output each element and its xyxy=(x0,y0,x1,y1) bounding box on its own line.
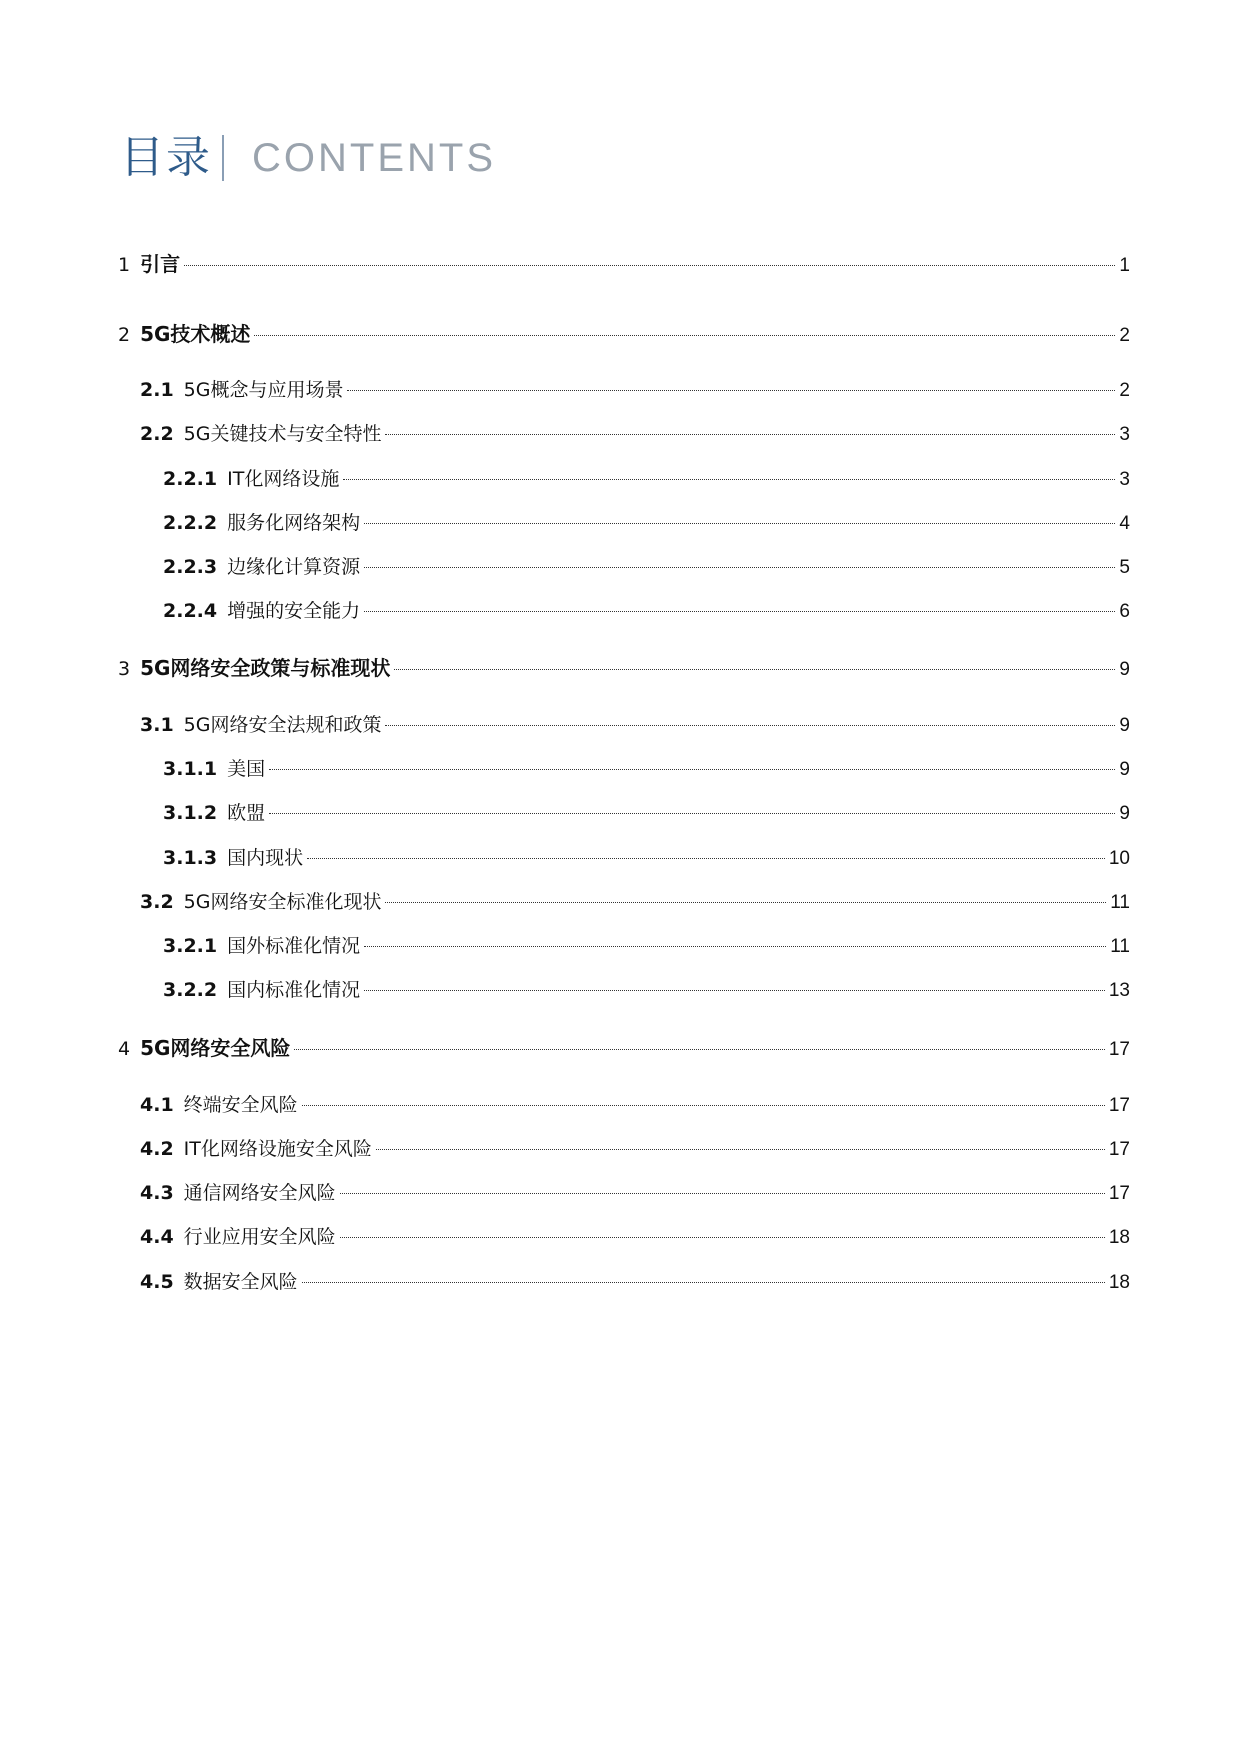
toc-entry[interactable] xyxy=(140,1091,1130,1120)
toc-number: 2.2 xyxy=(140,423,174,445)
toc-label: 引言 xyxy=(140,252,181,276)
dot-leader xyxy=(394,669,1115,670)
toc-entry[interactable] xyxy=(140,888,1130,917)
toc-label: 5G网络安全法规和政策 xyxy=(183,714,382,736)
toc-number: 4 xyxy=(118,1038,131,1060)
toc-page: 1 xyxy=(1119,255,1130,276)
toc-label: 5G概念与应用场景 xyxy=(183,379,344,401)
toc-number: 3.1.2 xyxy=(163,802,218,824)
dot-leader xyxy=(302,1105,1105,1106)
toc-number: 3 xyxy=(118,658,131,680)
toc-label: 5G技术概述 xyxy=(140,322,251,346)
toc-page: 4 xyxy=(1119,513,1130,534)
dot-leader xyxy=(385,725,1115,726)
toc-label: 国外标准化情况 xyxy=(227,935,361,957)
toc-number: 2.2.3 xyxy=(163,556,218,578)
toc-entry[interactable] xyxy=(163,465,1130,494)
toc-entry[interactable] xyxy=(118,654,1130,684)
toc-number: 2 xyxy=(118,324,131,346)
toc-page: 2 xyxy=(1119,325,1130,346)
toc-entry[interactable] xyxy=(163,932,1130,961)
toc-label: 边缘化计算资源 xyxy=(227,556,361,578)
toc-page: 9 xyxy=(1119,659,1130,680)
toc-entry[interactable] xyxy=(118,250,1130,280)
toc-number: 4.5 xyxy=(140,1271,174,1293)
toc-page: 9 xyxy=(1119,803,1130,824)
toc-label: 国内现状 xyxy=(227,847,304,869)
toc-entry[interactable] xyxy=(163,799,1130,828)
toc-label: IT化网络设施安全风险 xyxy=(183,1138,372,1160)
dot-leader xyxy=(364,946,1106,947)
toc-entry[interactable] xyxy=(140,376,1130,405)
toc-entry[interactable] xyxy=(118,1034,1130,1064)
toc-entry[interactable] xyxy=(140,1268,1130,1297)
toc-label: 5G网络安全标准化现状 xyxy=(183,891,382,913)
toc-page: 18 xyxy=(1108,1227,1130,1248)
dot-leader xyxy=(340,1237,1105,1238)
dot-leader xyxy=(269,769,1115,770)
toc-label: 5G关键技术与安全特性 xyxy=(183,423,382,445)
dot-leader xyxy=(347,390,1115,391)
toc-label: IT化网络设施 xyxy=(227,468,340,490)
dot-leader xyxy=(269,813,1115,814)
toc-page: 3 xyxy=(1119,424,1130,445)
toc-entry[interactable] xyxy=(163,844,1130,873)
toc-label: 行业应用安全风险 xyxy=(183,1226,336,1248)
toc-label: 通信网络安全风险 xyxy=(183,1182,336,1204)
toc-entry[interactable] xyxy=(140,1223,1130,1252)
toc-page: 13 xyxy=(1108,980,1130,1001)
toc-page: 9 xyxy=(1119,759,1130,780)
toc-page: 17 xyxy=(1108,1095,1130,1116)
dot-leader xyxy=(254,335,1115,336)
toc-number: 1 xyxy=(118,254,131,276)
toc-page: 17 xyxy=(1108,1039,1130,1060)
toc-number: 4.2 xyxy=(140,1138,174,1160)
dot-leader xyxy=(302,1282,1105,1283)
toc-number: 3.1.1 xyxy=(163,758,218,780)
toc-number: 3.2.1 xyxy=(163,935,218,957)
toc-label: 美国 xyxy=(227,758,266,780)
toc-number: 3.2.2 xyxy=(163,979,218,1001)
toc-page: 17 xyxy=(1108,1139,1130,1160)
dot-leader xyxy=(340,1193,1105,1194)
toc-number: 4.3 xyxy=(140,1182,174,1204)
toc-entry[interactable] xyxy=(140,1179,1130,1208)
dot-leader xyxy=(376,1149,1105,1150)
toc-page: 9 xyxy=(1119,715,1130,736)
toc-page: 10 xyxy=(1108,848,1130,869)
toc-page: 3 xyxy=(1119,469,1130,490)
toc-number: 3.2 xyxy=(140,891,174,913)
toc-label: 增强的安全能力 xyxy=(227,600,361,622)
toc-number: 2.2.1 xyxy=(163,468,218,490)
dot-leader xyxy=(343,479,1115,480)
page-subtitle: CONTENTS xyxy=(252,136,496,180)
toc-label: 欧盟 xyxy=(227,802,266,824)
toc-page: 6 xyxy=(1119,601,1130,622)
toc-number: 2.2.2 xyxy=(163,512,218,534)
toc-number: 2.1 xyxy=(140,379,174,401)
dot-leader xyxy=(294,1049,1104,1050)
toc-number: 3.1 xyxy=(140,714,174,736)
toc-entry[interactable] xyxy=(140,711,1130,740)
dot-leader xyxy=(385,434,1115,435)
toc-label: 服务化网络架构 xyxy=(227,512,361,534)
toc-entry[interactable] xyxy=(163,755,1130,784)
toc-entry[interactable] xyxy=(118,320,1130,350)
toc-page: 5 xyxy=(1119,557,1130,578)
dot-leader xyxy=(364,611,1115,612)
toc-entry[interactable] xyxy=(163,553,1130,582)
dot-leader xyxy=(184,265,1115,266)
toc-number: 3.1.3 xyxy=(163,847,218,869)
dot-leader xyxy=(307,858,1105,859)
dot-leader xyxy=(385,902,1106,903)
toc-number: 2.2.4 xyxy=(163,600,218,622)
toc-number: 4.1 xyxy=(140,1094,174,1116)
page-title: 目录 xyxy=(120,132,212,183)
toc-number: 4.4 xyxy=(140,1226,174,1248)
toc-label: 数据安全风险 xyxy=(183,1271,298,1293)
dot-leader xyxy=(364,990,1105,991)
toc-entry[interactable] xyxy=(163,509,1130,538)
toc-entry[interactable] xyxy=(140,420,1130,449)
toc-page: 11 xyxy=(1110,892,1130,913)
toc-page: 17 xyxy=(1108,1183,1130,1204)
toc-label: 国内标准化情况 xyxy=(227,979,361,1001)
toc-page: 18 xyxy=(1108,1272,1130,1293)
dot-leader xyxy=(364,523,1115,524)
toc-label: 5G网络安全政策与标准现状 xyxy=(140,656,391,680)
toc-label: 终端安全风险 xyxy=(183,1094,298,1116)
toc-page: 2 xyxy=(1119,380,1130,401)
toc-page: 11 xyxy=(1110,936,1130,957)
toc-entry[interactable] xyxy=(140,1135,1130,1164)
dot-leader xyxy=(364,567,1115,568)
toc-entry[interactable] xyxy=(163,597,1130,626)
toc-entry[interactable] xyxy=(163,976,1130,1005)
toc-label: 5G网络安全风险 xyxy=(140,1036,291,1060)
